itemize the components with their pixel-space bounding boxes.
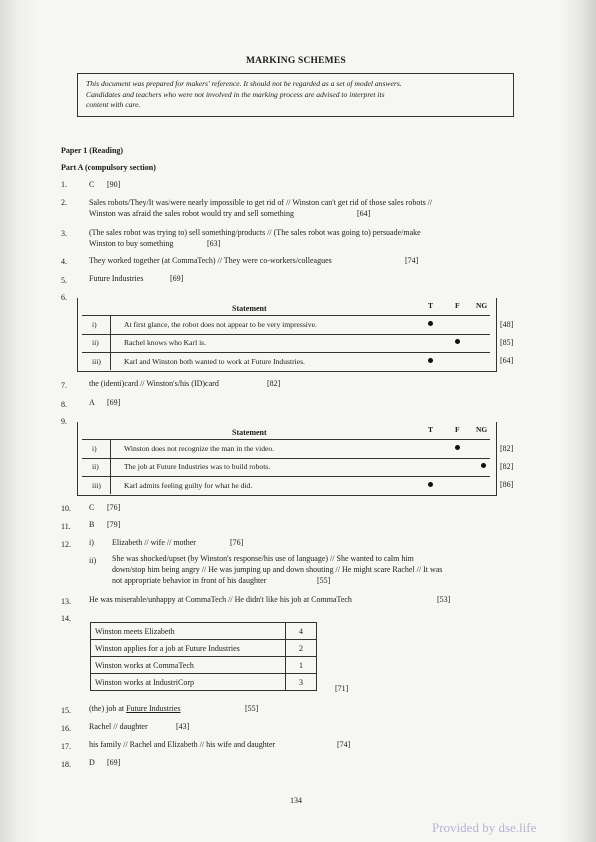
table-header-t: T bbox=[428, 425, 434, 434]
table-header-statement: Statement bbox=[232, 428, 267, 437]
notice-line: content with care. bbox=[86, 100, 141, 109]
table-header-statement: Statement bbox=[232, 304, 267, 313]
answer-text: Sales robots/They/It was/were nearly impossible to get rid of // Winston can't get rid of those sales robots // bbox=[89, 198, 433, 207]
column-divider bbox=[110, 440, 111, 494]
answer-dot bbox=[428, 321, 433, 326]
answer-text: Winston to buy something bbox=[89, 239, 174, 248]
row-label: i) bbox=[92, 320, 97, 329]
mark-code: [74] bbox=[337, 740, 351, 749]
answer-text: They worked together (at CommaTech) // They were co-workers/colleagues bbox=[89, 256, 332, 265]
sub-label: i) bbox=[89, 538, 94, 547]
answer-text: D bbox=[89, 758, 95, 767]
order-cell: 2 bbox=[286, 640, 317, 657]
answer-prefix: (the) job at bbox=[89, 704, 125, 713]
statement-text: Karl admits feeling guilty for what he did. bbox=[124, 481, 253, 490]
event-cell: Winston works at IndustriCorp bbox=[91, 674, 286, 691]
statement-text: Winston does not recognize the man in the video. bbox=[124, 444, 275, 453]
row-label: iii) bbox=[92, 357, 101, 366]
watermark-credit[interactable]: Provided by dse.life bbox=[432, 820, 537, 835]
question-number: 12. bbox=[61, 540, 71, 549]
answer-text: Elizabeth // wife // mother bbox=[112, 538, 196, 547]
notice-line: This document was prepared for makers' reference. It should not be regarded as a set of model answers. bbox=[86, 79, 402, 88]
question-number: 5. bbox=[61, 276, 67, 285]
answer-text: down/stop him being angry // He was jumping up and down shouting // He might scare Rachel // It was bbox=[112, 565, 443, 574]
page-title: MARKING SCHEMES bbox=[246, 56, 346, 66]
answer-dot bbox=[428, 482, 433, 487]
answer-text: Rachel // daughter bbox=[89, 722, 148, 731]
question-number: 2. bbox=[61, 198, 67, 207]
statement-text: Rachel knows who Karl is. bbox=[124, 338, 207, 347]
row-divider bbox=[82, 334, 490, 335]
mark-code: [48] bbox=[500, 320, 514, 329]
question-number: 17. bbox=[61, 742, 71, 751]
mark-code: [74] bbox=[405, 256, 419, 265]
row-label: ii) bbox=[92, 462, 99, 471]
page-number: 134 bbox=[290, 796, 302, 805]
answer-text: Future Industries bbox=[89, 274, 144, 283]
answer-text: (The sales robot was trying to) sell something/products // (The sales robot was going to) persuade/make bbox=[89, 228, 421, 237]
answer-underlined: Future Industries bbox=[126, 704, 181, 713]
answer-dot bbox=[455, 445, 460, 450]
table-header-ng: NG bbox=[476, 301, 488, 310]
question-number: 18. bbox=[61, 760, 71, 769]
row-label: i) bbox=[92, 444, 97, 453]
answer-text: the (identi)card // Winston's/his (ID)card bbox=[89, 379, 219, 388]
order-cell: 4 bbox=[286, 623, 317, 640]
notice-line: Candidates and teachers who were not involved in the marking process are advised to interpret its bbox=[86, 89, 385, 99]
mark-code: [64] bbox=[357, 209, 371, 218]
table-row bbox=[91, 674, 317, 691]
answer-text: He was miserable/unhappy at CommaTech // He didn't like his job at CommaTech bbox=[89, 595, 352, 604]
column-divider bbox=[110, 316, 111, 370]
mark-code: [71] bbox=[335, 684, 349, 693]
part-heading: Part A (compulsory section) bbox=[61, 163, 156, 172]
question-number: 14. bbox=[61, 614, 71, 623]
answer-text: A bbox=[89, 398, 95, 407]
mark-code: [69] bbox=[107, 758, 121, 767]
answer-text: B bbox=[89, 520, 95, 529]
mark-code: [64] bbox=[500, 356, 514, 365]
event-cell: Winston applies for a job at Future Industries bbox=[91, 640, 286, 657]
sub-label: ii) bbox=[89, 556, 97, 565]
mark-code: [69] bbox=[170, 274, 184, 283]
question-number: 3. bbox=[61, 229, 67, 238]
question-number: 13. bbox=[61, 597, 71, 606]
question-number: 11. bbox=[61, 522, 71, 531]
question-number: 8. bbox=[61, 400, 67, 409]
order-table bbox=[90, 622, 317, 691]
order-cell: 3 bbox=[286, 674, 317, 691]
answer-text bbox=[89, 704, 181, 714]
event-cell: Winston meets Elizabeth bbox=[91, 623, 286, 640]
answer-text: not appropriate behavior in front of his daughter bbox=[112, 576, 267, 585]
answer-dot bbox=[428, 358, 433, 363]
statement-text: Karl and Winston both wanted to work at Future Industries. bbox=[124, 357, 305, 366]
row-label: ii) bbox=[92, 338, 99, 347]
paper-heading: Paper 1 (Reading) bbox=[61, 146, 124, 155]
table-header-f: F bbox=[455, 425, 460, 434]
table-row bbox=[91, 640, 317, 657]
mark-code: [55] bbox=[245, 704, 259, 713]
question-number: 7. bbox=[61, 381, 67, 390]
answer-text: C bbox=[89, 180, 95, 189]
mark-code: [79] bbox=[107, 520, 121, 529]
question-number: 1. bbox=[61, 180, 67, 189]
mark-code: [90] bbox=[107, 180, 121, 189]
mark-code: [82] bbox=[267, 379, 281, 388]
question-number: 16. bbox=[61, 724, 71, 733]
notice-box bbox=[77, 73, 514, 117]
statement-text: At first glance, the robot does not appear to be very impressive. bbox=[124, 320, 317, 329]
answer-text: Winston was afraid the sales robot would try and sell something bbox=[89, 209, 294, 218]
answer-text: She was shocked/upset (by Winston's response/his use of language) // She wanted to calm him bbox=[112, 554, 414, 563]
question-number: 4. bbox=[61, 257, 67, 266]
question-number: 6. bbox=[61, 293, 67, 302]
table-header-ng: NG bbox=[476, 425, 488, 434]
mark-code: [82] bbox=[500, 444, 514, 453]
row-divider bbox=[82, 458, 490, 459]
question-number: 15. bbox=[61, 706, 71, 715]
table-row bbox=[91, 623, 317, 640]
answer-text: his family // Rachel and Elizabeth // his wife and daughter bbox=[89, 740, 276, 749]
mark-code: [76] bbox=[230, 538, 244, 547]
mark-code: [55] bbox=[317, 576, 331, 585]
mark-code: [82] bbox=[500, 462, 514, 471]
table-header-t: T bbox=[428, 301, 434, 310]
mark-code: [43] bbox=[176, 722, 190, 731]
mark-code: [63] bbox=[207, 239, 221, 248]
mark-code: [85] bbox=[500, 338, 514, 347]
answer-dot bbox=[455, 339, 460, 344]
table-row bbox=[91, 657, 317, 674]
question-number: 10. bbox=[61, 504, 71, 513]
mark-code: [69] bbox=[107, 398, 121, 407]
question-number: 9. bbox=[61, 417, 67, 426]
row-label: iii) bbox=[92, 481, 101, 490]
order-cell: 1 bbox=[286, 657, 317, 674]
row-divider bbox=[82, 476, 490, 477]
row-divider bbox=[82, 352, 490, 353]
statement-text: The job at Future Industries was to build robots. bbox=[124, 462, 271, 471]
mark-code: [86] bbox=[500, 480, 514, 489]
mark-code: [53] bbox=[437, 595, 451, 604]
answer-text: C bbox=[89, 503, 95, 512]
mark-code: [76] bbox=[107, 503, 121, 512]
table-header-f: F bbox=[455, 301, 460, 310]
event-cell: Winston works at CommaTech bbox=[91, 657, 286, 674]
answer-dot bbox=[481, 463, 486, 468]
